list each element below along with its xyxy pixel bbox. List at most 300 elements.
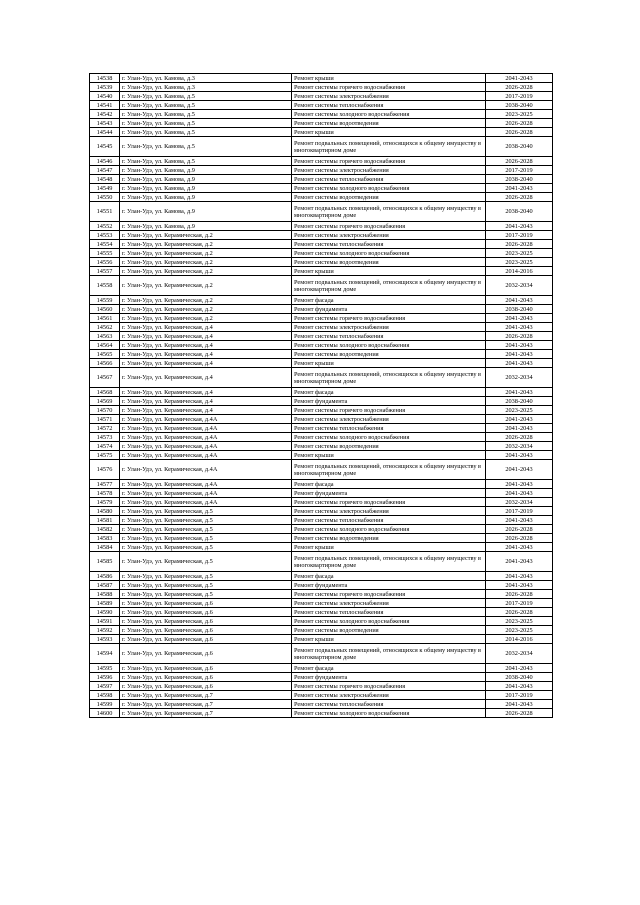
row-number-cell: 14585 (90, 552, 120, 572)
period-cell: 2041-2043 (486, 480, 553, 489)
table-row (90, 626, 553, 635)
row-number-cell: 14592 (90, 626, 120, 635)
row-number-cell: 14567 (90, 368, 120, 388)
address-cell: г. Улан-Удэ, ул. Керамическая, д.4 (120, 341, 292, 350)
address-cell: г. Улан-Удэ, ул. Камова, д.9 (120, 166, 292, 175)
row-number-cell: 14560 (90, 305, 120, 314)
row-number-cell: 14571 (90, 415, 120, 424)
row-number-cell: 14569 (90, 397, 120, 406)
table-row (90, 599, 553, 608)
address-cell: г. Улан-Удэ, ул. Камова, д.5 (120, 110, 292, 119)
work-type-cell: Ремонт системы теплоснабжения (292, 424, 486, 433)
period-cell: 2041-2043 (486, 184, 553, 193)
row-number-cell: 14545 (90, 137, 120, 157)
row-number-cell: 14573 (90, 433, 120, 442)
period-cell: 2041-2043 (486, 460, 553, 480)
work-type-cell: Ремонт системы горячего водоснабжения (292, 157, 486, 166)
table-row (90, 664, 553, 673)
work-type-cell: Ремонт системы электроснабжения (292, 599, 486, 608)
work-type-cell: Ремонт системы электроснабжения (292, 323, 486, 332)
row-number-cell: 14588 (90, 590, 120, 599)
address-cell: г. Улан-Удэ, ул. Керамическая, д.2 (120, 314, 292, 323)
row-number-cell: 14538 (90, 74, 120, 83)
work-type-cell: Ремонт фасада (292, 480, 486, 489)
period-cell: 2041-2043 (486, 359, 553, 368)
period-cell: 2038-2040 (486, 175, 553, 184)
address-cell: г. Улан-Удэ, ул. Камова, д.5 (120, 119, 292, 128)
period-cell: 2041-2043 (486, 388, 553, 397)
work-type-cell: Ремонт системы электроснабжения (292, 507, 486, 516)
row-number-cell: 14590 (90, 608, 120, 617)
work-type-cell: Ремонт системы холодного водоснабжения (292, 525, 486, 534)
period-cell: 2041-2043 (486, 451, 553, 460)
table-row (90, 332, 553, 341)
work-type-cell: Ремонт системы холодного водоснабжения (292, 110, 486, 119)
table-row (90, 276, 553, 296)
period-cell: 2017-2019 (486, 166, 553, 175)
row-number-cell: 14578 (90, 489, 120, 498)
table-row (90, 92, 553, 101)
work-type-cell: Ремонт системы горячего водоснабжения (292, 222, 486, 231)
address-cell: г. Улан-Удэ, ул. Керамическая, д.4А (120, 433, 292, 442)
work-type-cell: Ремонт системы теплоснабжения (292, 175, 486, 184)
address-cell: г. Улан-Удэ, ул. Керамическая, д.4 (120, 359, 292, 368)
period-cell: 2017-2019 (486, 231, 553, 240)
address-cell: г. Улан-Удэ, ул. Керамическая, д.5 (120, 590, 292, 599)
address-cell: г. Улан-Удэ, ул. Керамическая, д.2 (120, 276, 292, 296)
table-row (90, 617, 553, 626)
table-row (90, 673, 553, 682)
table-row (90, 635, 553, 644)
work-type-cell: Ремонт фундамента (292, 673, 486, 682)
period-cell: 2038-2040 (486, 202, 553, 222)
address-cell: г. Улан-Удэ, ул. Керамическая, д.4 (120, 323, 292, 332)
work-type-cell: Ремонт системы холодного водоснабжения (292, 249, 486, 258)
period-cell: 2041-2043 (486, 341, 553, 350)
row-number-cell: 14543 (90, 119, 120, 128)
work-type-cell: Ремонт фундамента (292, 397, 486, 406)
address-cell: г. Улан-Удэ, ул. Камова, д.3 (120, 74, 292, 83)
address-cell: г. Улан-Удэ, ул. Камова, д.5 (120, 101, 292, 110)
row-number-cell: 14555 (90, 249, 120, 258)
address-cell: г. Улан-Удэ, ул. Керамическая, д.2 (120, 305, 292, 314)
row-number-cell: 14599 (90, 700, 120, 709)
period-cell: 2041-2043 (486, 296, 553, 305)
address-cell: г. Улан-Удэ, ул. Керамическая, д.4 (120, 368, 292, 388)
table-row (90, 388, 553, 397)
table-row (90, 682, 553, 691)
work-type-cell: Ремонт системы электроснабжения (292, 691, 486, 700)
period-cell: 2026-2028 (486, 433, 553, 442)
work-type-cell: Ремонт подвальных помещений, относящихся к общему имуществу в многоквартирном доме (292, 460, 486, 480)
period-cell: 2038-2040 (486, 673, 553, 682)
table-row (90, 709, 553, 718)
work-type-cell: Ремонт системы электроснабжения (292, 415, 486, 424)
row-number-cell: 14562 (90, 323, 120, 332)
row-number-cell: 14596 (90, 673, 120, 682)
table-row (90, 231, 553, 240)
row-number-cell: 14568 (90, 388, 120, 397)
table-row (90, 184, 553, 193)
row-number-cell: 14542 (90, 110, 120, 119)
period-cell: 2041-2043 (486, 74, 553, 83)
work-type-cell: Ремонт системы водоотведения (292, 258, 486, 267)
work-type-cell: Ремонт крыши (292, 543, 486, 552)
row-number-cell: 14549 (90, 184, 120, 193)
address-cell: г. Улан-Удэ, ул. Керамическая, д.4 (120, 388, 292, 397)
period-cell: 2023-2025 (486, 258, 553, 267)
table-row (90, 489, 553, 498)
address-cell: г. Улан-Удэ, ул. Керамическая, д.6 (120, 617, 292, 626)
work-type-cell: Ремонт системы холодного водоснабжения (292, 184, 486, 193)
address-cell: г. Улан-Удэ, ул. Керамическая, д.4А (120, 451, 292, 460)
period-cell: 2017-2019 (486, 507, 553, 516)
work-type-cell: Ремонт фундамента (292, 581, 486, 590)
work-type-cell: Ремонт крыши (292, 635, 486, 644)
row-number-cell: 14558 (90, 276, 120, 296)
row-number-cell: 14587 (90, 581, 120, 590)
table-row (90, 296, 553, 305)
table-row (90, 442, 553, 451)
period-cell: 2023-2025 (486, 617, 553, 626)
period-cell: 2023-2025 (486, 406, 553, 415)
period-cell: 2026-2028 (486, 608, 553, 617)
work-type-cell: Ремонт системы горячего водоснабжения (292, 498, 486, 507)
period-cell: 2038-2040 (486, 305, 553, 314)
row-number-cell: 14564 (90, 341, 120, 350)
period-cell: 2017-2019 (486, 599, 553, 608)
period-cell: 2023-2025 (486, 626, 553, 635)
table-row (90, 166, 553, 175)
address-cell: г. Улан-Удэ, ул. Керамическая, д.2 (120, 249, 292, 258)
period-cell: 2038-2040 (486, 137, 553, 157)
period-cell: 2026-2028 (486, 157, 553, 166)
address-cell: г. Улан-Удэ, ул. Керамическая, д.4 (120, 397, 292, 406)
table-row (90, 258, 553, 267)
row-number-cell: 14546 (90, 157, 120, 166)
period-cell: 2014-2016 (486, 635, 553, 644)
work-type-cell: Ремонт фасада (292, 572, 486, 581)
table-row (90, 516, 553, 525)
table-row (90, 451, 553, 460)
period-cell: 2041-2043 (486, 424, 553, 433)
address-cell: г. Улан-Удэ, ул. Керамическая, д.6 (120, 682, 292, 691)
work-type-cell: Ремонт системы теплоснабжения (292, 101, 486, 110)
row-number-cell: 14544 (90, 128, 120, 137)
address-cell: г. Улан-Удэ, ул. Камова, д.5 (120, 157, 292, 166)
table-row (90, 572, 553, 581)
row-number-cell: 14591 (90, 617, 120, 626)
table-row (90, 433, 553, 442)
address-cell: г. Улан-Удэ, ул. Керамическая, д.5 (120, 525, 292, 534)
table-row (90, 406, 553, 415)
work-type-cell: Ремонт подвальных помещений, относящихся к общему имуществу в многоквартирном доме (292, 552, 486, 572)
work-type-cell: Ремонт системы электроснабжения (292, 92, 486, 101)
row-number-cell: 14579 (90, 498, 120, 507)
table-row (90, 202, 553, 222)
work-type-cell: Ремонт системы теплоснабжения (292, 332, 486, 341)
row-number-cell: 14541 (90, 101, 120, 110)
period-cell: 2041-2043 (486, 700, 553, 709)
row-number-cell: 14577 (90, 480, 120, 489)
row-number-cell: 14565 (90, 350, 120, 359)
row-number-cell: 14589 (90, 599, 120, 608)
period-cell: 2041-2043 (486, 682, 553, 691)
period-cell: 2038-2040 (486, 397, 553, 406)
row-number-cell: 14582 (90, 525, 120, 534)
table-row (90, 691, 553, 700)
table-row (90, 175, 553, 184)
period-cell: 2038-2040 (486, 101, 553, 110)
period-cell: 2041-2043 (486, 314, 553, 323)
work-type-cell: Ремонт системы теплоснабжения (292, 516, 486, 525)
row-number-cell: 14597 (90, 682, 120, 691)
address-cell: г. Улан-Удэ, ул. Керамическая, д.5 (120, 581, 292, 590)
row-number-cell: 14583 (90, 534, 120, 543)
address-cell: г. Улан-Удэ, ул. Керамическая, д.2 (120, 258, 292, 267)
work-type-cell: Ремонт фасада (292, 296, 486, 305)
address-cell: г. Улан-Удэ, ул. Керамическая, д.6 (120, 608, 292, 617)
address-cell: г. Улан-Удэ, ул. Керамическая, д.4А (120, 424, 292, 433)
row-number-cell: 14576 (90, 460, 120, 480)
table-row (90, 193, 553, 202)
address-cell: г. Улан-Удэ, ул. Керамическая, д.6 (120, 664, 292, 673)
table-row (90, 397, 553, 406)
period-cell: 2026-2028 (486, 83, 553, 92)
row-number-cell: 14556 (90, 258, 120, 267)
row-number-cell: 14580 (90, 507, 120, 516)
row-number-cell: 14554 (90, 240, 120, 249)
table-row (90, 359, 553, 368)
table-row (90, 424, 553, 433)
work-type-cell: Ремонт системы водоотведения (292, 534, 486, 543)
period-cell: 2041-2043 (486, 581, 553, 590)
address-cell: г. Улан-Удэ, ул. Камова, д.9 (120, 175, 292, 184)
row-number-cell: 14547 (90, 166, 120, 175)
period-cell: 2032-2034 (486, 644, 553, 664)
period-cell: 2041-2043 (486, 350, 553, 359)
row-number-cell: 14572 (90, 424, 120, 433)
period-cell: 2023-2025 (486, 249, 553, 258)
address-cell: г. Улан-Удэ, ул. Керамическая, д.4А (120, 489, 292, 498)
period-cell: 2026-2028 (486, 590, 553, 599)
table-row (90, 137, 553, 157)
address-cell: г. Улан-Удэ, ул. Керамическая, д.6 (120, 599, 292, 608)
work-type-cell: Ремонт системы теплоснабжения (292, 700, 486, 709)
period-cell: 2041-2043 (486, 543, 553, 552)
address-cell: г. Улан-Удэ, ул. Керамическая, д.6 (120, 626, 292, 635)
address-cell: г. Улан-Удэ, ул. Керамическая, д.2 (120, 267, 292, 276)
work-type-cell: Ремонт системы холодного водоснабжения (292, 433, 486, 442)
work-type-cell: Ремонт фундамента (292, 489, 486, 498)
address-cell: г. Улан-Удэ, ул. Керамическая, д.2 (120, 296, 292, 305)
period-cell: 2041-2043 (486, 664, 553, 673)
row-number-cell: 14586 (90, 572, 120, 581)
table-row (90, 110, 553, 119)
table-row (90, 644, 553, 664)
table-row (90, 305, 553, 314)
row-number-cell: 14557 (90, 267, 120, 276)
row-number-cell: 14563 (90, 332, 120, 341)
address-cell: г. Улан-Удэ, ул. Керамическая, д.7 (120, 709, 292, 718)
period-cell: 2026-2028 (486, 332, 553, 341)
work-type-cell: Ремонт системы электроснабжения (292, 166, 486, 175)
table-row (90, 480, 553, 489)
address-cell: г. Улан-Удэ, ул. Керамическая, д.5 (120, 516, 292, 525)
table-row (90, 700, 553, 709)
period-cell: 2041-2043 (486, 415, 553, 424)
work-type-cell: Ремонт подвальных помещений, относящихся к общему имуществу в многоквартирном доме (292, 202, 486, 222)
address-cell: г. Улан-Удэ, ул. Керамическая, д.7 (120, 691, 292, 700)
period-cell: 2026-2028 (486, 193, 553, 202)
table-row (90, 323, 553, 332)
row-number-cell: 14566 (90, 359, 120, 368)
work-type-cell: Ремонт подвальных помещений, относящихся к общему имуществу в многоквартирном доме (292, 368, 486, 388)
table-row (90, 74, 553, 83)
period-cell: 2041-2043 (486, 489, 553, 498)
work-type-cell: Ремонт системы горячего водоснабжения (292, 314, 486, 323)
table-row (90, 240, 553, 249)
row-number-cell: 14570 (90, 406, 120, 415)
table-row (90, 222, 553, 231)
work-type-cell: Ремонт системы водоотведения (292, 119, 486, 128)
address-cell: г. Улан-Удэ, ул. Керамическая, д.4 (120, 350, 292, 359)
address-cell: г. Улан-Удэ, ул. Керамическая, д.5 (120, 543, 292, 552)
address-cell: г. Улан-Удэ, ул. Керамическая, д.4А (120, 442, 292, 451)
work-type-cell: Ремонт крыши (292, 359, 486, 368)
table-row (90, 101, 553, 110)
table-row (90, 314, 553, 323)
row-number-cell: 14552 (90, 222, 120, 231)
table-body (90, 74, 553, 718)
table-row (90, 507, 553, 516)
address-cell: г. Улан-Удэ, ул. Камова, д.9 (120, 184, 292, 193)
row-number-cell: 14539 (90, 83, 120, 92)
row-number-cell: 14593 (90, 635, 120, 644)
address-cell: г. Улан-Удэ, ул. Камова, д.5 (120, 137, 292, 157)
period-cell: 2023-2025 (486, 110, 553, 119)
row-number-cell: 14540 (90, 92, 120, 101)
table-row (90, 83, 553, 92)
work-type-cell: Ремонт фасада (292, 388, 486, 397)
address-cell: г. Улан-Удэ, ул. Камова, д.5 (120, 92, 292, 101)
period-cell: 2032-2034 (486, 276, 553, 296)
address-cell: г. Улан-Удэ, ул. Керамическая, д.4 (120, 332, 292, 341)
table-row (90, 590, 553, 599)
table-row (90, 157, 553, 166)
row-number-cell: 14574 (90, 442, 120, 451)
period-cell: 2014-2016 (486, 267, 553, 276)
address-cell: г. Улан-Удэ, ул. Керамическая, д.5 (120, 572, 292, 581)
period-cell: 2041-2043 (486, 552, 553, 572)
work-type-cell: Ремонт системы холодного водоснабжения (292, 617, 486, 626)
work-type-cell: Ремонт системы водоотведения (292, 626, 486, 635)
period-cell: 2026-2028 (486, 534, 553, 543)
address-cell: г. Улан-Удэ, ул. Керамическая, д.6 (120, 673, 292, 682)
work-type-cell: Ремонт крыши (292, 451, 486, 460)
row-number-cell: 14561 (90, 314, 120, 323)
work-type-cell: Ремонт крыши (292, 128, 486, 137)
table-row (90, 460, 553, 480)
work-type-cell: Ремонт системы водоотведения (292, 193, 486, 202)
address-cell: г. Улан-Удэ, ул. Керамическая, д.4А (120, 480, 292, 489)
work-type-cell: Ремонт фундамента (292, 305, 486, 314)
table-row (90, 119, 553, 128)
period-cell: 2032-2034 (486, 368, 553, 388)
period-cell: 2041-2043 (486, 323, 553, 332)
address-cell: г. Улан-Удэ, ул. Керамическая, д.2 (120, 231, 292, 240)
table-row (90, 534, 553, 543)
address-cell: г. Улан-Удэ, ул. Камова, д.9 (120, 202, 292, 222)
work-type-cell: Ремонт крыши (292, 267, 486, 276)
address-cell: г. Улан-Удэ, ул. Керамическая, д.4А (120, 415, 292, 424)
work-type-cell: Ремонт системы холодного водоснабжения (292, 341, 486, 350)
address-cell: г. Улан-Удэ, ул. Камова, д.9 (120, 193, 292, 202)
table-row (90, 498, 553, 507)
address-cell: г. Улан-Удэ, ул. Керамическая, д.2 (120, 240, 292, 249)
period-cell: 2017-2019 (486, 691, 553, 700)
period-cell: 2026-2028 (486, 525, 553, 534)
period-cell: 2041-2043 (486, 516, 553, 525)
table-row (90, 525, 553, 534)
work-type-cell: Ремонт фасада (292, 664, 486, 673)
address-cell: г. Улан-Удэ, ул. Камова, д.3 (120, 83, 292, 92)
row-number-cell: 14581 (90, 516, 120, 525)
work-type-cell: Ремонт системы горячего водоснабжения (292, 406, 486, 415)
work-type-cell: Ремонт системы горячего водоснабжения (292, 682, 486, 691)
capital-repair-table (89, 73, 553, 718)
work-type-cell: Ремонт системы холодного водоснабжения (292, 709, 486, 718)
work-type-cell: Ремонт системы горячего водоснабжения (292, 590, 486, 599)
table-row (90, 608, 553, 617)
address-cell: г. Улан-Удэ, ул. Камова, д.5 (120, 128, 292, 137)
work-type-cell: Ремонт подвальных помещений, относящихся к общему имуществу в многоквартирном доме (292, 644, 486, 664)
work-type-cell: Ремонт крыши (292, 74, 486, 83)
work-type-cell: Ремонт системы горячего водоснабжения (292, 83, 486, 92)
row-number-cell: 14595 (90, 664, 120, 673)
work-type-cell: Ремонт системы электроснабжения (292, 231, 486, 240)
address-cell: г. Улан-Удэ, ул. Керамическая, д.6 (120, 644, 292, 664)
row-number-cell: 14553 (90, 231, 120, 240)
table-row (90, 128, 553, 137)
row-number-cell: 14551 (90, 202, 120, 222)
row-number-cell: 14600 (90, 709, 120, 718)
period-cell: 2026-2028 (486, 709, 553, 718)
work-type-cell: Ремонт подвальных помещений, относящихся к общему имуществу в многоквартирном доме (292, 137, 486, 157)
address-cell: г. Улан-Удэ, ул. Камова, д.9 (120, 222, 292, 231)
work-type-cell: Ремонт подвальных помещений, относящихся к общему имуществу в многоквартирном доме (292, 276, 486, 296)
address-cell: г. Улан-Удэ, ул. Керамическая, д.5 (120, 552, 292, 572)
table-row (90, 249, 553, 258)
row-number-cell: 14598 (90, 691, 120, 700)
period-cell: 2026-2028 (486, 240, 553, 249)
address-cell: г. Улан-Удэ, ул. Керамическая, д.5 (120, 534, 292, 543)
row-number-cell: 14575 (90, 451, 120, 460)
table-row (90, 552, 553, 572)
row-number-cell: 14548 (90, 175, 120, 184)
table-row (90, 368, 553, 388)
table-row (90, 341, 553, 350)
address-cell: г. Улан-Удэ, ул. Керамическая, д.7 (120, 700, 292, 709)
address-cell: г. Улан-Удэ, ул. Керамическая, д.4 (120, 406, 292, 415)
period-cell: 2026-2028 (486, 128, 553, 137)
address-cell: г. Улан-Удэ, ул. Керамическая, д.4А (120, 460, 292, 480)
address-cell: г. Улан-Удэ, ул. Керамическая, д.6 (120, 635, 292, 644)
period-cell: 2026-2028 (486, 119, 553, 128)
period-cell: 2032-2034 (486, 442, 553, 451)
table-row (90, 267, 553, 276)
work-type-cell: Ремонт системы теплоснабжения (292, 608, 486, 617)
